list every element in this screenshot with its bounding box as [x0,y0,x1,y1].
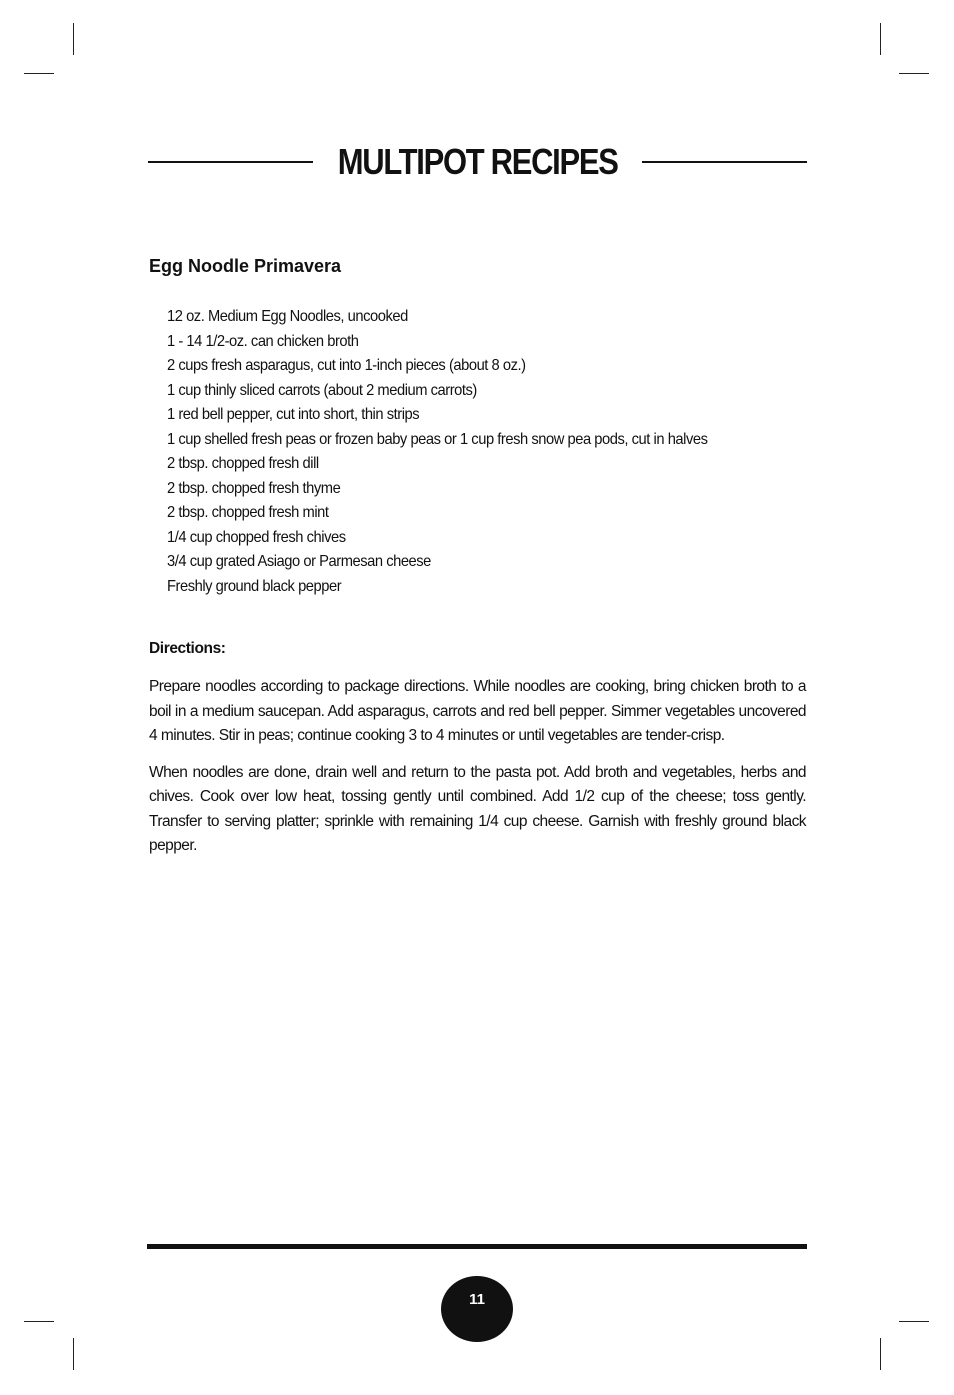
crop-mark-top-right-horizontal [899,73,929,74]
ingredient-item: 2 tbsp. chopped fresh thyme [167,479,341,497]
ingredient-item: Freshly ground black pepper [167,577,342,595]
crop-mark-top-left-horizontal [24,73,54,74]
crop-mark-top-left-vertical [73,23,74,55]
ingredient-item: 1 cup shelled fresh peas or frozen baby peas or 1 cup fresh snow pea pods, cut in halves [167,430,708,448]
ingredient-item: 1 - 14 1/2-oz. can chicken broth [167,332,359,350]
ingredient-item: 3/4 cup grated Asiago or Parmesan cheese [167,553,431,570]
header-rule-right [642,161,807,163]
ingredient-item: 2 tbsp. chopped fresh dill [167,455,319,472]
recipe-title: Egg Noodle Primavera [149,256,342,276]
page-header [148,140,807,184]
ingredient-item: 1 red bell pepper, cut into short, thin strips [167,406,420,423]
header-rule-left [148,161,313,163]
ingredient-item: 2 tbsp. chopped fresh mint [167,504,329,521]
page-title: MULTIPOT RECIPES [337,141,618,182]
footer-rule [147,1244,807,1249]
ingredient-item: 12 oz. Medium Egg Noodles, uncooked [167,308,408,325]
ingredient-item: 1/4 cup chopped fresh chives [167,528,346,546]
crop-mark-top-right-vertical [880,23,881,55]
crop-mark-bottom-left-horizontal [24,1321,54,1322]
ingredient-item: 2 cups fresh asparagus, cut into 1-inch pieces (about 8 oz.) [167,357,526,374]
ingredient-list [167,305,755,599]
ingredient-item: 1 cup thinly sliced carrots (about 2 medium carrots) [167,381,477,399]
directions-paragraph: When noodles are done, drain well and return to the pasta pot. Add broth and vegetables, herbs and chives. Cook over low heat, tossing gently until combined. Add 1/2 cup of the cheese; toss gently. Transfer to serving platter; sprinkle with remaining 1/4 cup cheese. Garnish with freshly ground black pepper. [149,763,806,854]
directions-body [149,675,806,871]
page-number-badge [441,1276,513,1342]
crop-mark-bottom-right-vertical [880,1338,881,1370]
directions-paragraph: Prepare noodles according to package directions. While noodles are cooking, bring chicken broth to a boil in a medium saucepan. Add asparagus, carrots and red bell pepper. Simmer vegetables uncovered 4 minutes. Stir in peas; continue cooking 3 to 4 minutes or until vegetables are tender-crisp. [149,678,806,744]
directions-heading: Directions: [149,640,226,657]
crop-mark-bottom-left-vertical [73,1338,74,1370]
crop-mark-bottom-right-horizontal [899,1321,929,1322]
page-number: 11 [469,1291,485,1308]
